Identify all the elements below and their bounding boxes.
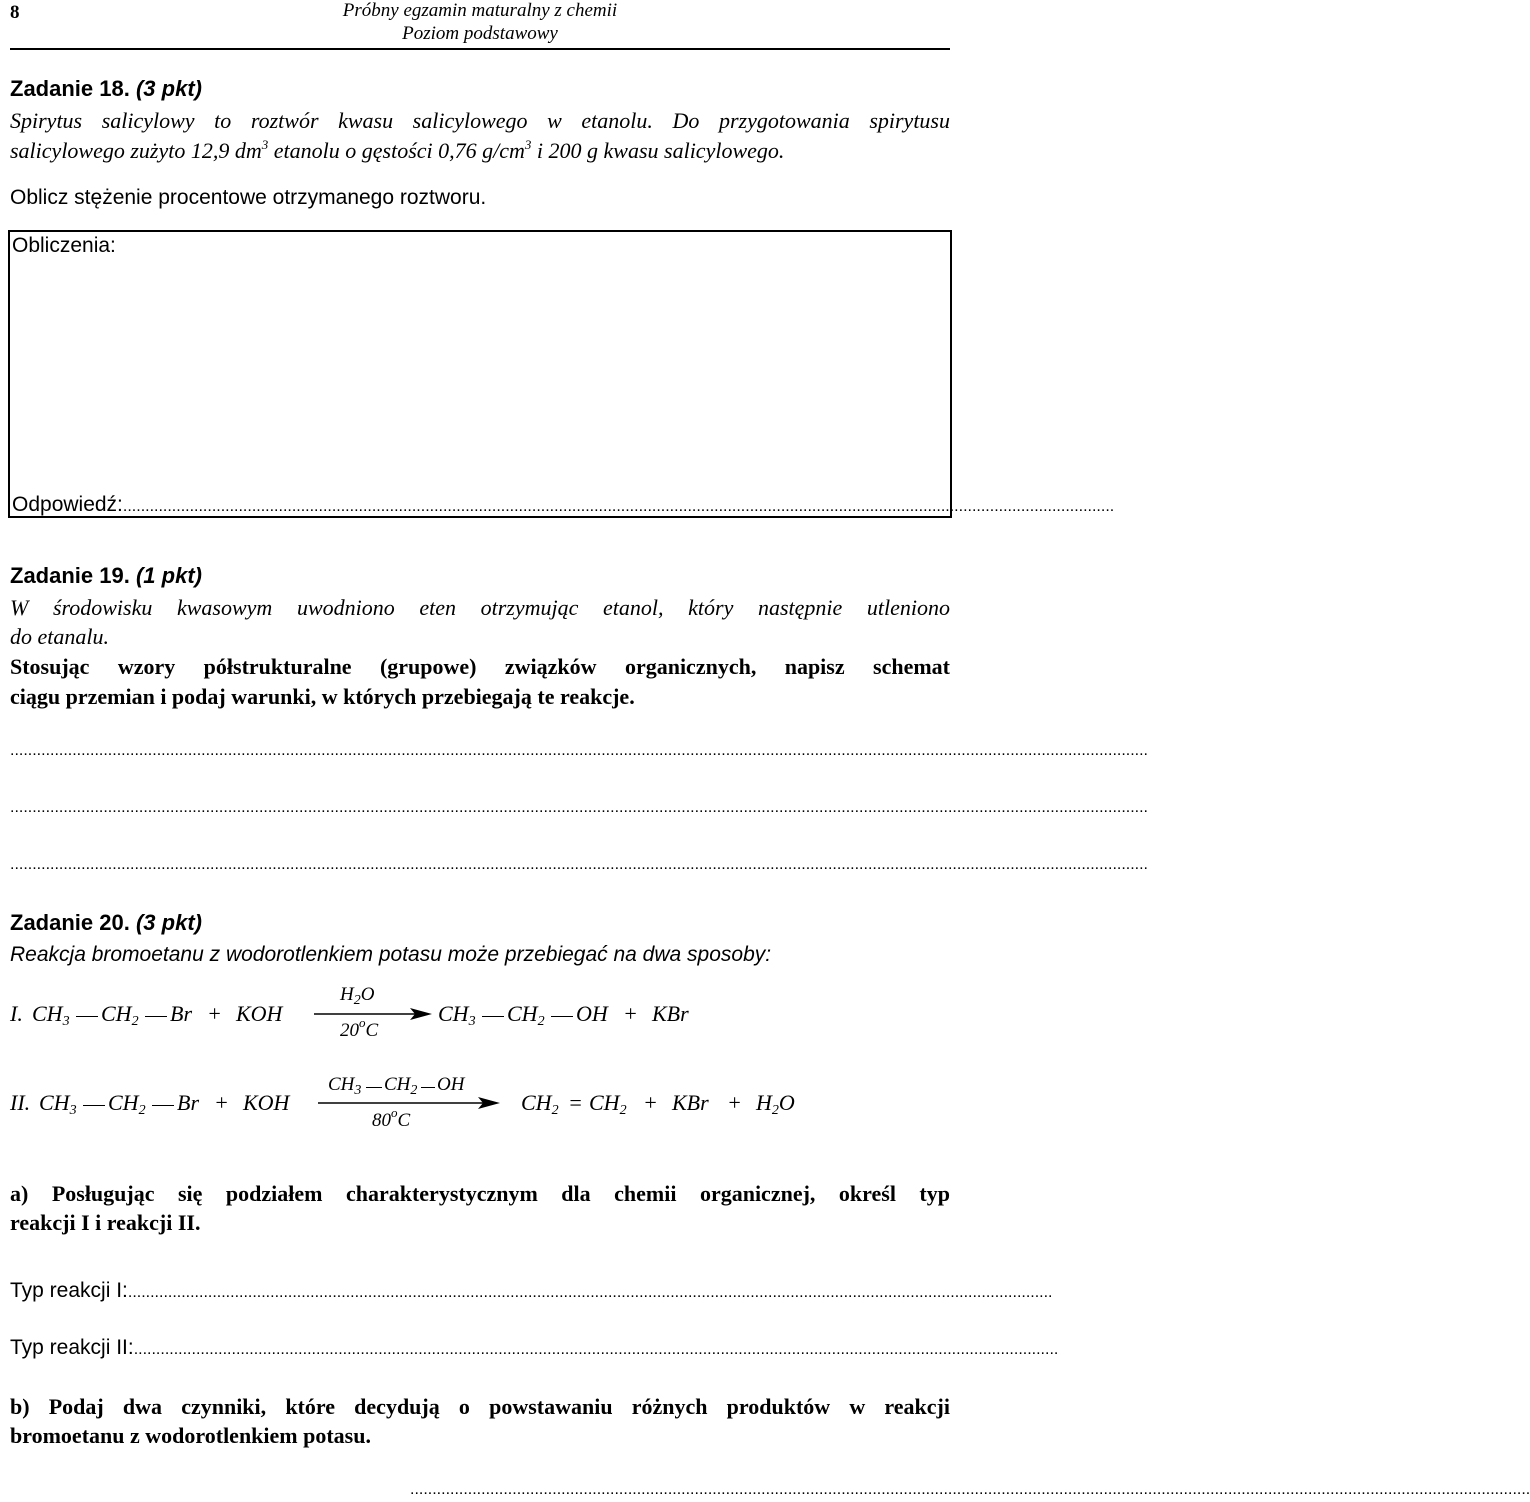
reaction1-label: I. (10, 1001, 23, 1026)
task18-intro-text-a: salicylowego zużyto 12,9 dm (10, 138, 262, 163)
single-bond (145, 1016, 167, 1017)
reaction-arrow-icon (318, 1096, 500, 1110)
task20-intro: Reakcja bromoetanu z wodorotlenkiem potasu może przebiegać na dwa sposoby: (10, 943, 772, 966)
reactant-br: Br (177, 1090, 199, 1115)
superscript-3: 3 (261, 137, 269, 152)
header-title: Próbny egzamin maturalny z chemii (342, 0, 618, 21)
answer-row[interactable] (12, 493, 1115, 517)
single-bond (551, 1016, 573, 1017)
single-bond (482, 1016, 504, 1017)
product-ch2: $CH_2$ (507, 1001, 545, 1029)
task20-points: (3 pkt) (135, 910, 202, 935)
answer-dots: ............................................................................................................................................................................................................................... (122, 498, 1115, 515)
task19-answer-line-3[interactable]: ................................................................................................................................................................................................................................................................ (10, 856, 1148, 873)
product-ch2: $CH_2$ (589, 1090, 627, 1118)
task18-heading (10, 76, 202, 102)
reactant-ch3: $CH_3$ (32, 1001, 70, 1029)
single-bond (76, 1016, 98, 1017)
task18-points: (3 pkt) (135, 76, 202, 101)
task20-part-b-line1: b) Podaj dwa czynniki, które decydują o powstawaniu różnych produktów w reakcji (10, 1394, 950, 1419)
task18-answer-box[interactable] (8, 230, 952, 518)
reactant-ch3: $CH_3$ (39, 1090, 77, 1118)
reaction-type-1-label: Typ reakcji I: (10, 1279, 128, 1302)
header-subtitle: Poziom podstawowy (402, 23, 558, 44)
product-ch2: $CH_2$ (521, 1090, 559, 1118)
header-rule (10, 48, 950, 50)
single-bond (421, 1087, 435, 1088)
task19-heading (10, 563, 202, 589)
single-bond (366, 1087, 382, 1088)
reaction-type-1-row[interactable] (10, 1279, 1053, 1303)
task19-title: Zadanie 19. (10, 563, 130, 588)
double-bond-sign: = (568, 1090, 583, 1115)
product-water: $H_2O$ (756, 1090, 795, 1118)
single-bond (83, 1105, 105, 1106)
task20-part-a-line1: a) Posługując się podziałem charakterystycznym dla chemii organicznej, określ typ (10, 1181, 950, 1206)
task20-part-b-line2: bromoetanu z wodorotlenkiem potasu. (10, 1423, 371, 1448)
task19-intro-line2: do etanalu. (10, 624, 109, 649)
task18-instruction: Oblicz stężenie procentowe otrzymanego roztworu. (10, 186, 487, 209)
task19-answer-line-2[interactable]: ................................................................................................................................................................................................................................................................ (10, 799, 1148, 816)
calculations-label: Obliczenia: (12, 234, 116, 257)
task18-intro-line2 (10, 138, 784, 164)
product-kbr: KBr (652, 1001, 689, 1026)
reaction1-condition-temperature: 20$^o$C (340, 1015, 379, 1041)
task19-intro-line1: W środowisku kwasowym uwodniono eten otrzymując etanol, który następnie utleniono (10, 595, 950, 620)
plus-sign: + (643, 1090, 658, 1115)
task19-instruction-line1: Stosując wzory półstrukturalne (grupowe) związków organicznych, napisz schemat (10, 654, 950, 679)
answer-label: Odpowiedź: (12, 493, 123, 516)
reaction-type-2-label: Typ reakcji II: (10, 1336, 134, 1359)
task20-title: Zadanie 20. (10, 910, 130, 935)
task18-intro-text-c: i 200 g kwasu salicylowego. (531, 138, 785, 163)
superscript-3: 3 (524, 137, 532, 152)
reactant-br: Br (170, 1001, 192, 1026)
reactant-koh: KOH (243, 1090, 290, 1115)
task18-intro-line1: Spirytus salicylowy to roztwór kwasu salicylowego w etanolu. Do przygotowania spirytusu (10, 108, 950, 133)
reaction1-condition-solvent: $H_2O$ (340, 984, 375, 1008)
single-bond (152, 1105, 174, 1106)
task19-points: (1 pkt) (135, 563, 202, 588)
plus-sign: + (623, 1001, 638, 1026)
reaction-arrow-icon (314, 1007, 432, 1021)
plus-sign: + (727, 1090, 742, 1115)
solvent-ch3: $CH_3$ (328, 1074, 362, 1098)
solvent-ch2: $CH_2$ (384, 1074, 418, 1098)
task18-title: Zadanie 18. (10, 76, 130, 101)
task19-answer-line-1[interactable]: ................................................................................................................................................................................................................................................................ (10, 742, 1148, 759)
reaction2-label: II. (10, 1090, 31, 1115)
product-oh: OH (576, 1001, 608, 1026)
reaction-type-1-dots: ................................................................................................................................................................................................................ (127, 1284, 1053, 1301)
plus-sign: + (214, 1090, 229, 1115)
page-number: 8 (10, 2, 20, 23)
reactant-ch2: $CH_2$ (108, 1090, 146, 1118)
reactant-ch2: $CH_2$ (101, 1001, 139, 1029)
reactant-koh: KOH (236, 1001, 283, 1026)
task20-part-b-answer-line[interactable]: ............................................................................................................................................................................................................................................................ (410, 1481, 1530, 1498)
reaction2-condition-temperature: 80$^o$C (372, 1105, 411, 1131)
product-ch3: $CH_3$ (438, 1001, 476, 1029)
reaction-type-2-row[interactable] (10, 1336, 1059, 1360)
product-kbr: KBr (672, 1090, 709, 1115)
task19-instruction-line2: ciągu przemian i podaj warunki, w których przebiegają te reakcje. (10, 684, 635, 709)
task20-heading (10, 910, 202, 936)
reaction-type-2-dots: ................................................................................................................................................................................................................ (133, 1341, 1059, 1358)
plus-sign: + (207, 1001, 222, 1026)
task20-part-a-line2: reakcji I i reakcji II. (10, 1210, 201, 1235)
task18-intro-text-b: etanolu o gęstości 0,76 g/cm (268, 138, 525, 163)
solvent-oh: OH (437, 1074, 465, 1095)
